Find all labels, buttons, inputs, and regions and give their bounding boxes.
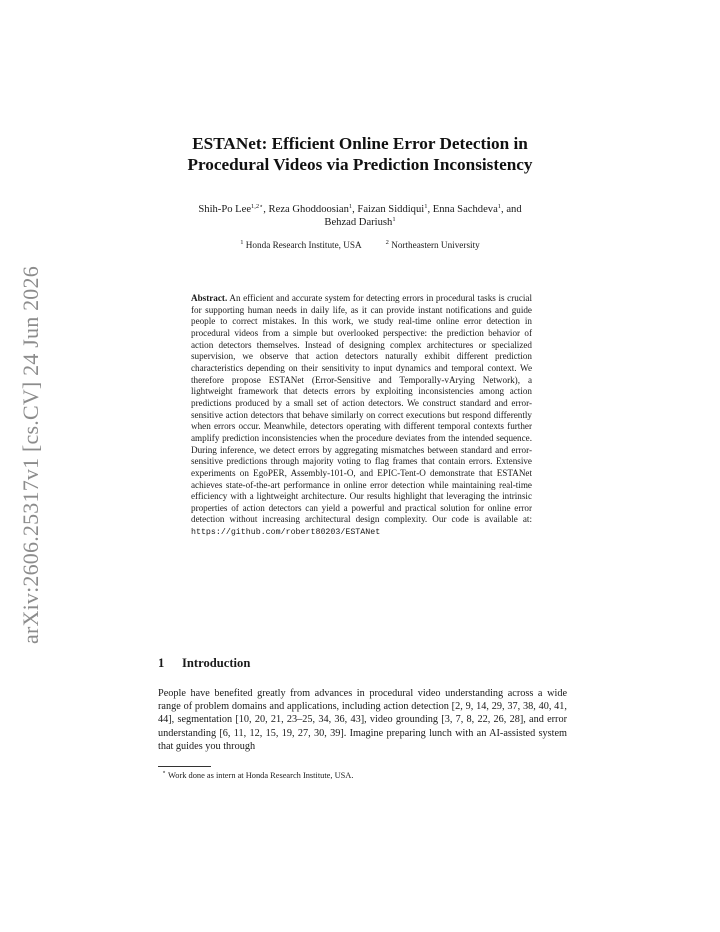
abstract-text: An efficient and accurate system for detecting errors in procedural tasks is crucial for supporting human needs in daily life, as it can provide instant notifications and guide people to correct mistakes. In this work, we study real-time online error detection in procedural videos from a simple but overlooked perspective: the prediction behavior of action detectors themselves. Instead of designing complex architectures or specialized supervision, we observe that action detectors naturally exhibit different prediction characteristics depending on their sensitivity to input dynamics and temporal context. We therefore propose ESTANet (Error-Sensitive and Temporally-vArying Network), a lightweight framework that detects errors by exploiting inconsistencies among action predictions produced by a small set of action detectors. We construct standard and error-sensitive action detectors that behave similarly on correct executions but respond differently when errors occur. Meanwhile, detectors operating with different temporal contexts further amplify prediction inconsistencies when the procedure deviates from the intended sequence. During inference, we detect errors by aggregating mismatches between standard and error-sensitive predictions through majority voting to flag frames that contain errors. Extensive experiments on EgoPER, Assembly-101-O, and EPIC-Tent-O demonstrate that ESTANet achieves state-of-the-art performance in online error detection while maintaining real-time efficiency with a lightweight architecture. Our results highlight that leveraging the intrinsic properties of action detectors can yield a powerful and practical solution for online error detection without increasing architectural design complexity. Our code is available at: [191,293,532,525]
affiliation-2: Northeastern University [391,240,480,250]
footnote-rule [158,766,211,767]
arxiv-identifier: arXiv:2606.25317v1 [cs.CV] 24 Jun 2026 [18,266,43,644]
title-line-2: Procedural Videos via Prediction Inconsistency [187,155,533,174]
footnote [162,770,353,781]
author-conjunction: , and [501,204,522,215]
footnote-mark: ⋆ [162,769,167,776]
code-url-link[interactable]: https://github.com/robert80203/ESTANet [191,528,381,538]
affiliations [150,239,570,251]
abstract-label: Abstract. [191,293,228,303]
author-affil-mark: 1 [392,216,396,223]
author-affil-mark: 1 [348,203,353,210]
author-affil-mark: 1,2⋆ [251,203,264,210]
title-line-1: ESTANet: Efficient Online Error Detection in [192,134,528,153]
author-name: Behzad Dariush [324,217,393,228]
author-affil-mark: 1 [424,203,428,210]
abstract [191,293,532,539]
section-number: 1 [158,656,165,670]
intro-paragraph: People have benefited greatly from advances in procedural video understanding across a wide range of problem domains and applications, including action detection [2, 9, 14, 29, 37, 38, 40, 41, 44], segmentation [10, 20, 21, 23–25, 34, 36, 43], video grounding [3, 7, 8, 22, 26, 28], and error understanding [6, 11, 12, 15, 19, 27, 30, 39]. Imagine preparing lunch with an AI-assisted system that guides you through [158,688,567,752]
author-affil-mark: 1 [497,203,502,210]
affil-mark: 2 [385,239,389,246]
footnote-text: Work done as intern at Honda Research Institute, USA. [168,771,354,780]
section-title: Introduction [182,656,251,670]
affil-mark: 1 [240,239,244,246]
author-name: Reza Ghoddoosian [268,204,349,215]
author-name: Enna Sachdeva [432,204,498,215]
author-name: Faizan Siddiqui [357,204,425,215]
section-heading [158,656,250,671]
author-list: Shih-Po Lee$^{1,2⋆}$, Reza Ghoddoosian$^1$, Faizan Siddiqui$^1$, Enna Sachdeva$^1$, and Behzad Dariush$^1$ [198,203,522,228]
affiliation-1: Honda Research Institute, USA [245,240,362,250]
paper-title [140,133,580,175]
author-name: Shih-Po Lee [198,204,252,215]
